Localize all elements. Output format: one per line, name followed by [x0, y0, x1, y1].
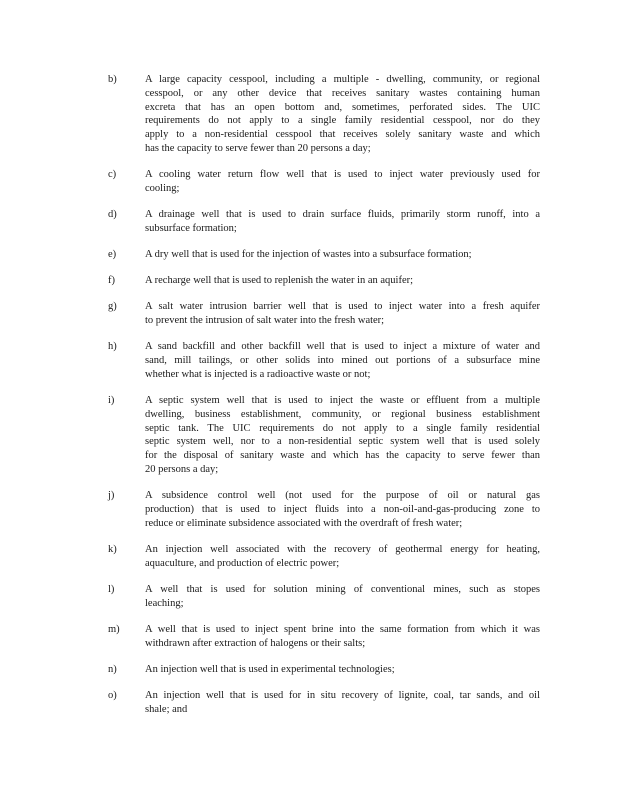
item-marker: d) — [108, 209, 117, 220]
item-text — [145, 340, 540, 381]
text-line: aquaculture, and production of electric power; — [145, 557, 340, 569]
text-line: has the capacity to serve fewer than 20 persons a day; — [145, 142, 371, 154]
item-text — [145, 543, 540, 571]
text-line: An injection well that is used for in situ recovery of lignite, coal, tar sands, and oil — [145, 690, 540, 701]
text-line: whether what is injected is a radioactive waste or not; — [145, 368, 371, 380]
text-line: A well that is used to inject spent brine into the same formation from which it was — [145, 624, 540, 635]
item-text — [145, 248, 540, 262]
text-line: 20 persons a day; — [145, 463, 219, 475]
text-line: septic system well, nor to a non-residential septic system well that is used solely — [145, 436, 540, 448]
item-marker: f) — [108, 275, 115, 286]
item-marker: b) — [108, 74, 117, 85]
text-line: A septic system well that is used to inject the waste or effluent from a multiple — [145, 395, 540, 406]
text-line: dwelling, business establishment, community, or regional business establishment — [145, 408, 540, 420]
text-line: to prevent the intrusion of salt water into the fresh water; — [145, 314, 385, 326]
text-line: withdrawn after extraction of halogens or their salts; — [145, 637, 366, 649]
text-line: excreta that has an open bottom and, sometimes, perforated sides. The UIC — [145, 101, 540, 113]
item-marker: c) — [108, 169, 117, 180]
text-line: A large capacity cesspool, including a multiple - dwelling, community, or regional — [145, 74, 540, 85]
item-marker: i) — [108, 395, 115, 406]
item-text — [145, 73, 540, 156]
item-marker: h) — [108, 341, 117, 352]
text-line: shale; and — [145, 703, 188, 715]
item-text — [145, 394, 540, 477]
text-line: subsurface formation; — [145, 222, 237, 234]
item-marker: g) — [108, 301, 117, 312]
text-line: A cooling water return flow well that is used to inject water previously used for — [145, 169, 540, 180]
text-line: A subsidence control well (not used for the purpose of oil or natural gas — [145, 490, 540, 501]
text-line: A salt water intrusion barrier well that is used to inject water into a fresh aquifer — [145, 301, 540, 312]
item-text — [145, 623, 540, 651]
text-line: A recharge well that is used to replenish the water in an aquifer; — [145, 275, 414, 286]
text-line: A dry well that is used for the injection of wastes into a subsurface formation; — [145, 249, 472, 260]
item-text — [145, 168, 540, 196]
item-marker: e) — [108, 249, 117, 260]
text-line: A well that is used for solution mining of conventional mines, such as stopes — [145, 584, 540, 595]
text-line: for the disposal of sanitary waste and which has the capacity to serve fewer than — [145, 450, 540, 462]
text-line: A sand backfill and other backfill well that is used to inject a mixture of water and — [145, 341, 540, 352]
item-text — [145, 274, 540, 288]
text-line: septic tank. The UIC requirements do not apply to a single family residential — [145, 422, 540, 434]
item-marker: m) — [108, 624, 120, 635]
text-line: An injection well that is used in experimental technologies; — [145, 664, 395, 675]
item-marker: j) — [108, 490, 115, 501]
item-text — [145, 489, 540, 530]
item-text — [145, 663, 540, 677]
item-marker: k) — [108, 544, 117, 555]
item-marker: n) — [108, 664, 117, 675]
item-marker: o) — [108, 690, 117, 701]
item-marker: l) — [108, 584, 115, 595]
text-line: leaching; — [145, 597, 184, 609]
text-line: A drainage well that is used to drain surface fluids, primarily storm runoff, into a — [145, 209, 540, 220]
text-line: reduce or eliminate subsidence associated with the overdraft of fresh water; — [145, 517, 463, 529]
text-line: cesspool, or any other device that receives sanitary wastes containing human — [145, 87, 540, 99]
item-text — [145, 300, 540, 328]
text-line: sand, mill tailings, or other solids into mined out portions of a subsurface mine — [145, 354, 540, 366]
item-text — [145, 689, 540, 717]
text-line: production) that is used to inject fluids into a non-oil-and-gas-producing zone to — [145, 503, 540, 515]
text-line: cooling; — [145, 182, 180, 194]
item-text — [145, 208, 540, 236]
text-line: apply to a non-residential cesspool that receives solely sanitary waste and which — [145, 129, 540, 141]
item-text — [145, 583, 540, 611]
text-line: requirements do not apply to a single family residential cesspool, nor do they — [145, 115, 540, 127]
text-line: An injection well associated with the recovery of geothermal energy for heating, — [145, 544, 540, 555]
